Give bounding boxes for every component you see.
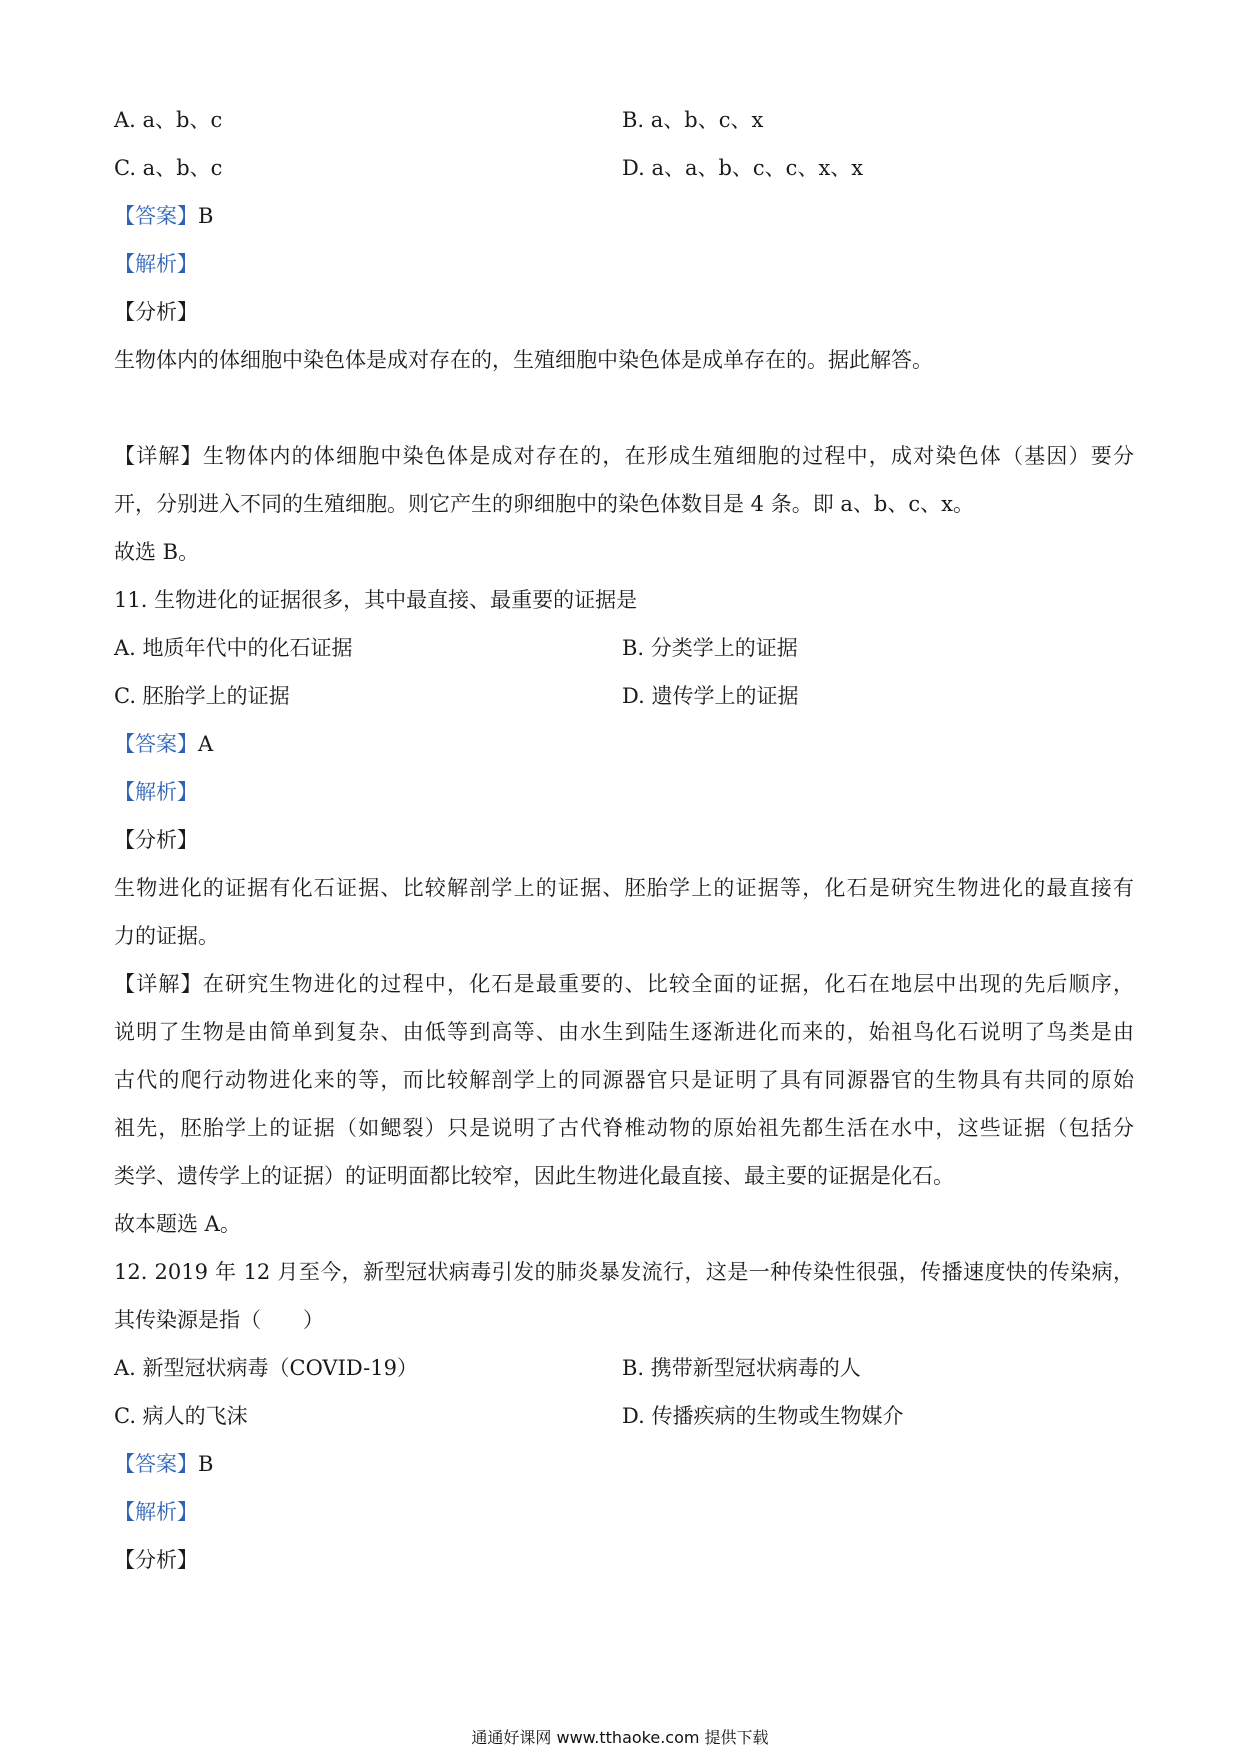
q11-option-d: D. 遗传学上的证据 xyxy=(622,684,799,708)
q11-stem: 11. 生物进化的证据很多，其中最直接、最重要的证据是 xyxy=(114,588,638,612)
answer-tag: 【答案】 xyxy=(114,204,198,228)
q11-detail-line4: 祖先，胚胎学上的证据（如鳃裂）只是说明了古代脊椎动物的原始祖先都生活在水中，这些证据（包括分 xyxy=(114,1116,1134,1140)
answer-value: A xyxy=(198,732,214,756)
answer-tag: 【答案】 xyxy=(114,1452,198,1476)
q11-analysis-line1: 生物进化的证据有化石证据、比较解剖学上的证据、胚胎学上的证据等，化石是研究生物进化的最直接有 xyxy=(114,876,1134,900)
page-footer: 通通好课网 www.tthaoke.com 提供下载 xyxy=(471,1728,769,1747)
q12-option-b: B. 携带新型冠状病毒的人 xyxy=(622,1356,861,1380)
answer-tag: 【答案】 xyxy=(114,732,198,756)
q12-analysis-tag: 【分析】 xyxy=(114,1548,198,1572)
q10-analysis-tag: 【分析】 xyxy=(114,300,198,324)
q12-stem-line1: 12. 2019 年 12 月至今，新型冠状病毒引发的肺炎暴发流行，这是一种传染性很强，传播速度快的传染病， xyxy=(114,1260,1134,1284)
q11-answer xyxy=(114,731,213,757)
q10-option-d: D. a、a、b、c、c、x、x xyxy=(622,156,864,180)
detail-tag: 【详解】 xyxy=(114,972,203,996)
q11-option-a: A. 地质年代中的化石证据 xyxy=(114,636,353,660)
q12-answer xyxy=(114,1451,213,1477)
q10-conclusion: 故选 B。 xyxy=(114,540,200,564)
q11-explain-tag: 【解析】 xyxy=(114,780,198,804)
q11-option-c: C. 胚胎学上的证据 xyxy=(114,684,290,708)
q11-conclusion: 故本题选 A。 xyxy=(114,1212,241,1236)
q12-option-c: C. 病人的飞沫 xyxy=(114,1404,248,1428)
q10-option-b: B. a、b、c、x xyxy=(622,108,764,132)
q12-explain-tag: 【解析】 xyxy=(114,1500,198,1524)
detail-tag: 【详解】 xyxy=(114,444,203,468)
q11-analysis-line2: 力的证据。 xyxy=(114,924,219,948)
q11-detail-line5: 类学、遗传学上的证据）的证明面都比较窄，因此生物进化最直接、最主要的证据是化石。 xyxy=(114,1164,954,1188)
q11-detail-line1 xyxy=(114,971,1134,997)
q11-option-b: B. 分类学上的证据 xyxy=(622,636,798,660)
q10-answer xyxy=(114,203,213,229)
q12-option-a: A. 新型冠状病毒（COVID-19） xyxy=(114,1356,418,1380)
q11-detail-line2: 说明了生物是由简单到复杂、由低等到高等、由水生到陆生逐渐进化而来的，始祖鸟化石说明了鸟类是由 xyxy=(114,1020,1134,1044)
q10-detail-line1 xyxy=(114,443,1134,469)
q10-detail-line2: 开，分别进入不同的生殖细胞。则它产生的卵细胞中的染色体数目是 4 条。即 a、b、c、x。 xyxy=(114,492,974,516)
q11-detail-line3: 古代的爬行动物进化来的等，而比较解剖学上的同源器官只是证明了具有同源器官的生物具有共同的原始 xyxy=(114,1068,1134,1092)
detail-text: 在研究生物进化的过程中，化石是最重要的、比较全面的证据，化石在地层中出现的先后顺序， xyxy=(202,972,1135,996)
q10-option-c: C. a、b、c xyxy=(114,156,223,180)
q10-explain-tag: 【解析】 xyxy=(114,252,198,276)
detail-text: 生物体内的体细胞中染色体是成对存在的，在形成生殖细胞的过程中，成对染色体（基因）要分 xyxy=(202,444,1135,468)
q12-option-d: D. 传播疾病的生物或生物媒介 xyxy=(622,1404,904,1428)
answer-value: B xyxy=(198,204,214,228)
q12-stem-line2: 其传染源是指（ ） xyxy=(114,1308,324,1332)
q11-analysis-tag: 【分析】 xyxy=(114,828,198,852)
answer-value: B xyxy=(198,1452,214,1476)
q10-option-a: A. a、b、c xyxy=(114,108,223,132)
q10-analysis: 生物体内的体细胞中染色体是成对存在的，生殖细胞中染色体是成单存在的。据此解答。 xyxy=(114,348,933,372)
